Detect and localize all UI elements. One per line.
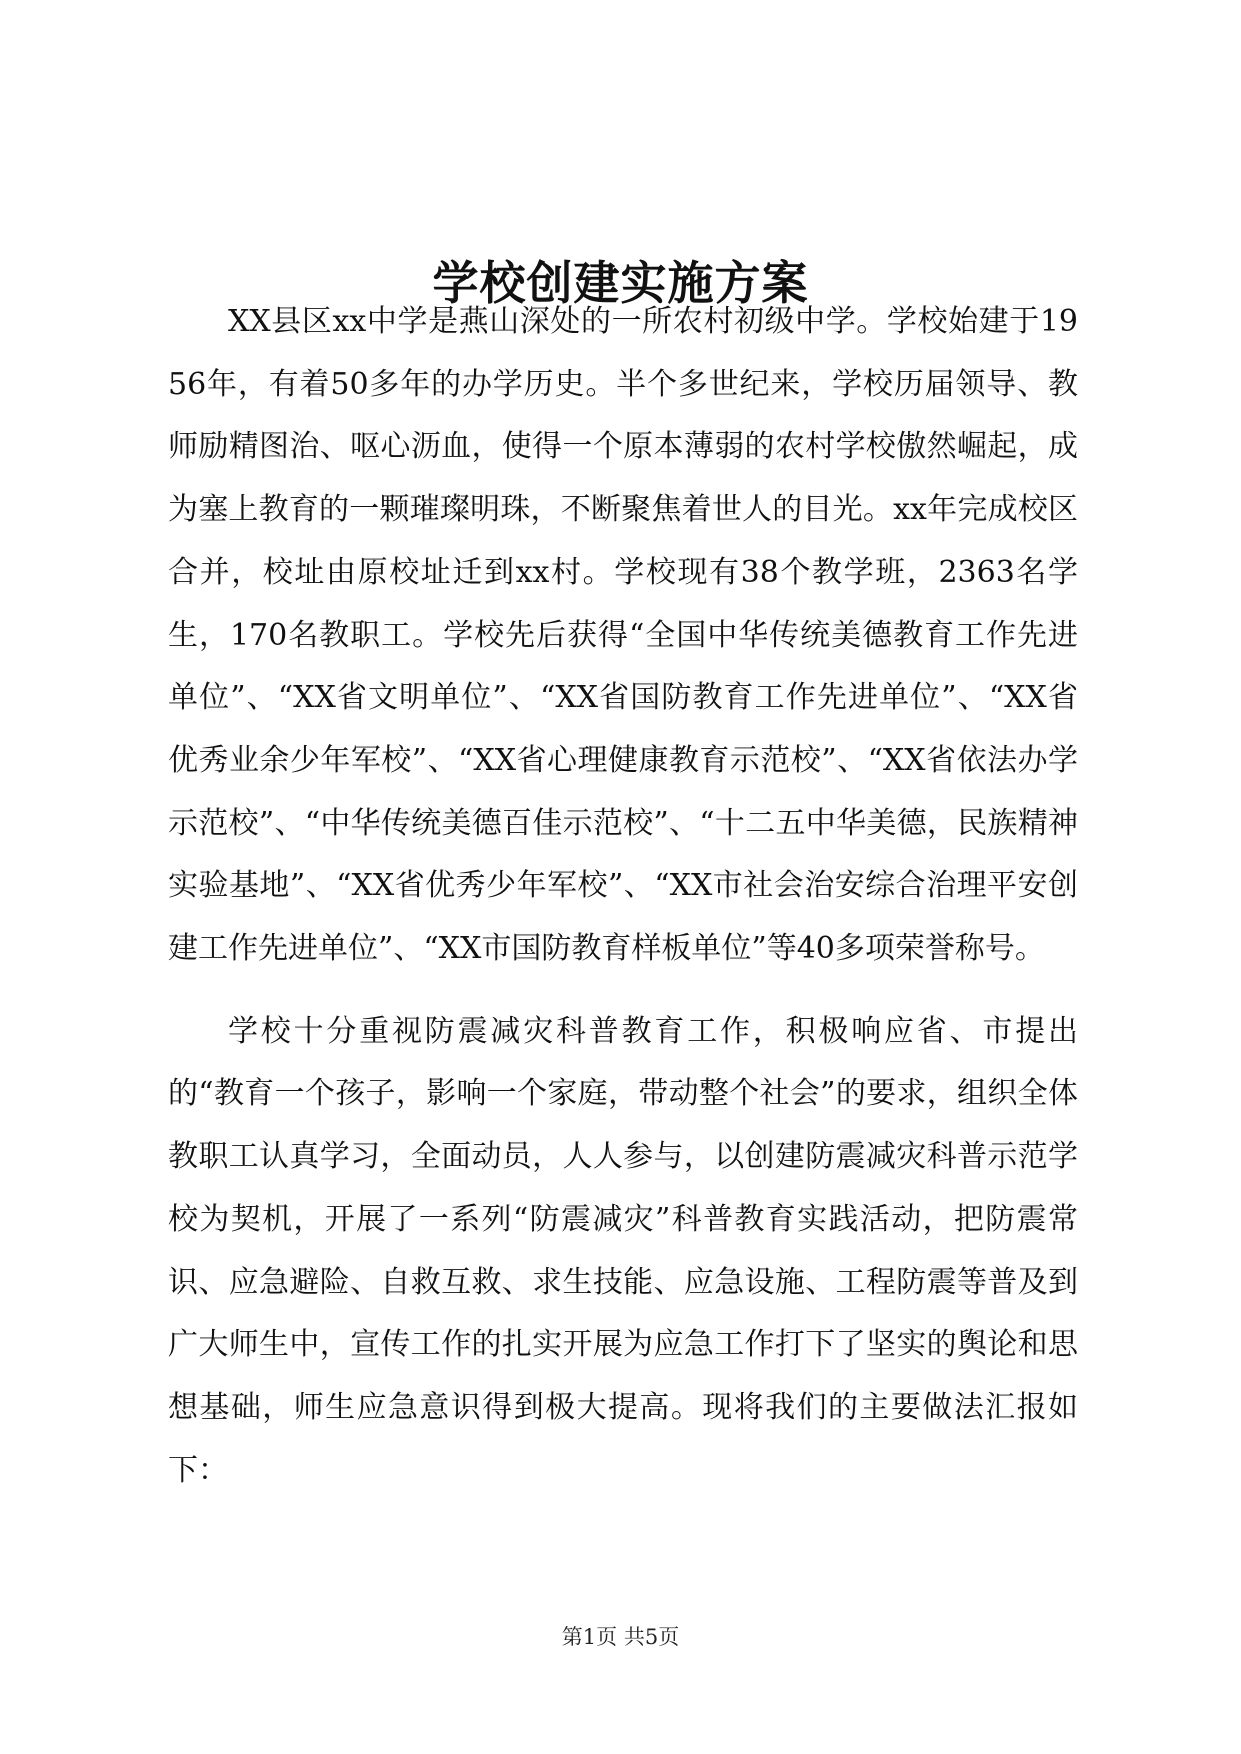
paragraph-intro: XX县区xx中学是燕山深处的一所农村初级中学。学校始建于1956年，有着50多年的办学历史。半个多世纪来，学校历届领导、教师励精图治、呕心沥血，使得一个原本薄弱的农村学校傲然崛起，成为塞上教育的一颗璀璨明珠，不断聚焦着世人的目光。xx年完成校区合并，校址由原校址迁到xx村。学校现有38个教学班，2363名学生，170名教职工。学校先后获得“全国中华传统美德教育工作先进单位”、“XX省文明单位”、“XX省国防教育工作先进单位”、“XX省优秀业余少年军校”、“XX省心理健康教育示范校”、“XX省依法办学示范校”、“中华传统美德百佳示范校”、“十二五中华美德，民族精神实验基地”、“XX省优秀少年军校”、“XX市社会治安综合治理平安创建工作先进单位”、“XX市国防教育样板单位”等40多项荣誉称号。 <box>168 304 1078 967</box>
document-title: 学校创建实施方案 <box>432 255 809 310</box>
paragraph-earthquake-education: 学校十分重视防震减灾科普教育工作，积极响应省、市提出的“教育一个孩子，影响一个家庭，带动整个社会”的要求，组织全体教职工认真学习，全面动员，人人参与，以创建防震减灾科普示范学校为契机，开展了一系列“防震减灾”科普教育实践活动，把防震常识、应急避险、自救互救、求生技能、应急设施、工程防震等普及到广大师生中，宣传工作的扎实开展为应急工作打下了坚实的舆论和思想基础，师生应急意识得到极大提高。现将我们的主要做法汇报如下： <box>168 1013 1078 1488</box>
document-body <box>168 291 1078 1502</box>
page-number-footer: 第1页 共5页 <box>561 1625 680 1649</box>
